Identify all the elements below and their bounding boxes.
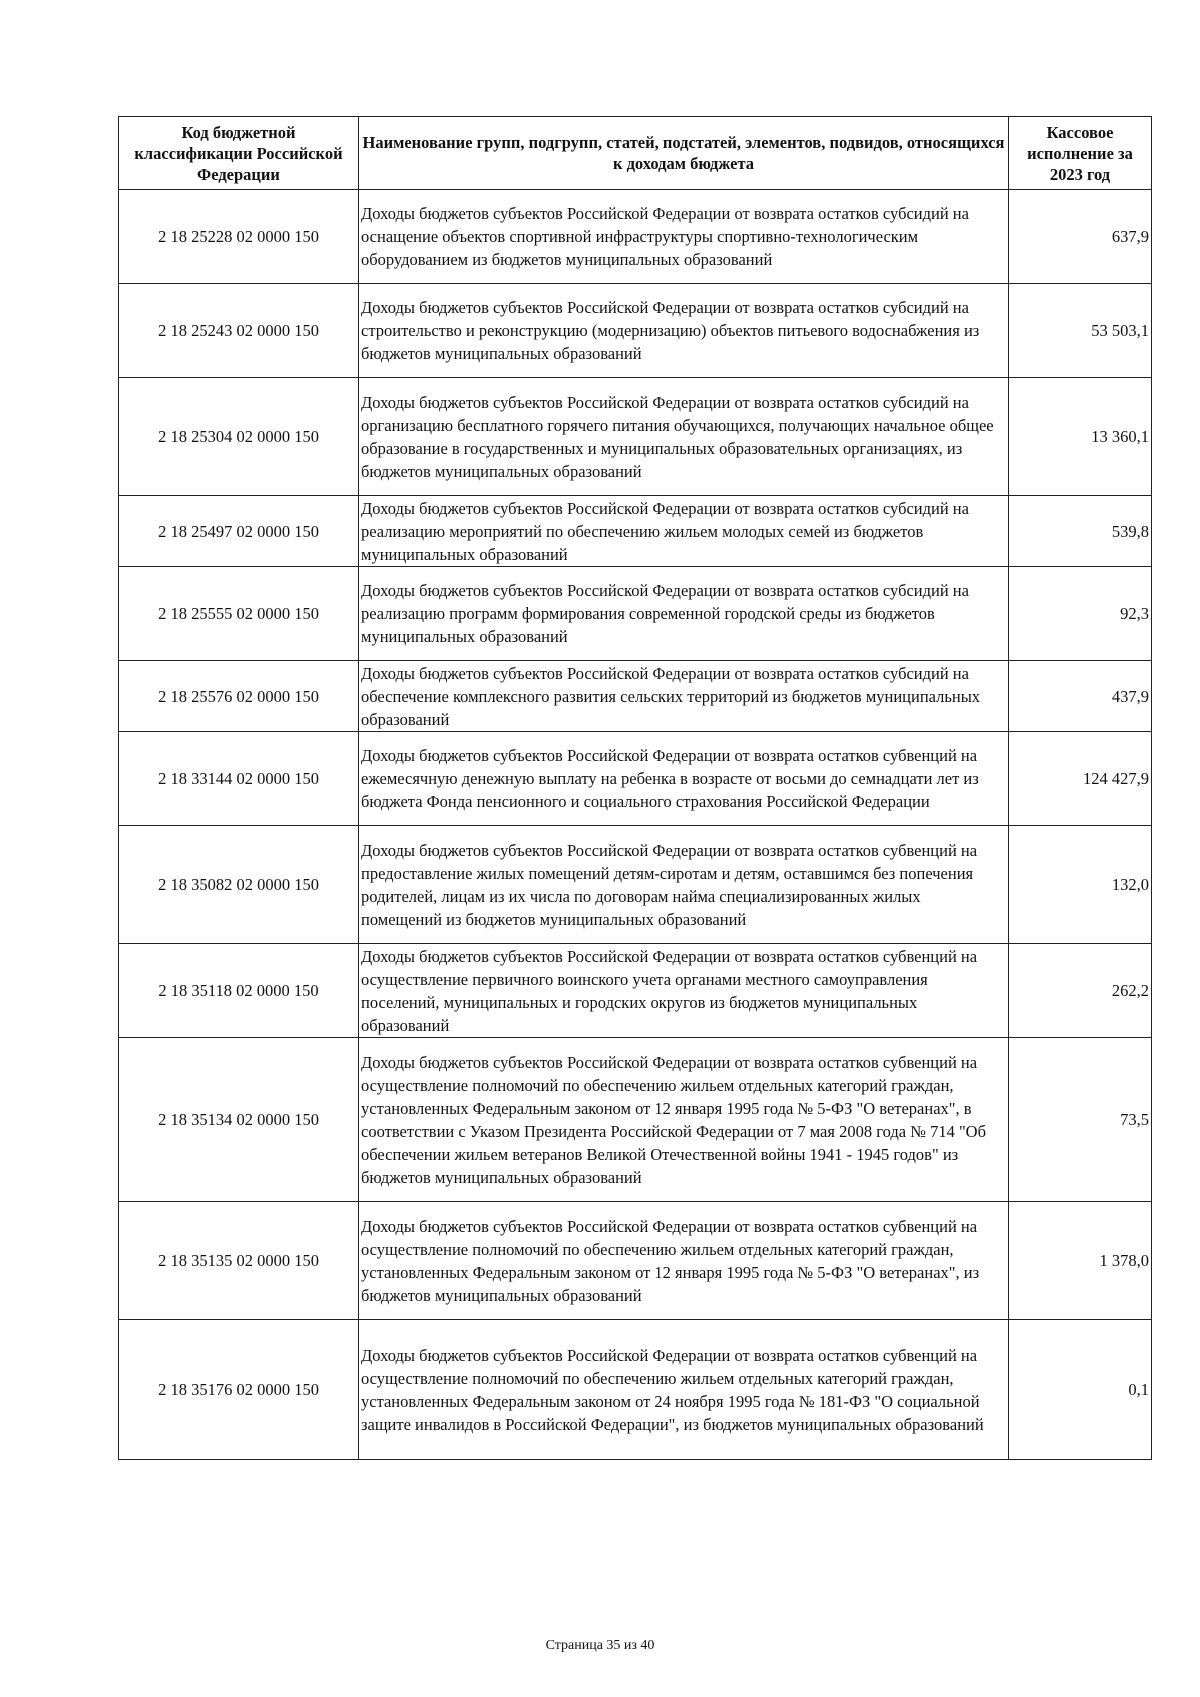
row-code: 2 18 25243 02 0000 150 (119, 284, 359, 378)
header-name: Наименование групп, подгрупп, статей, подстатей, элементов, подвидов, относящихся к доходам бюджета (359, 117, 1009, 190)
row-name: Доходы бюджетов субъектов Российской Федерации от возврата остатков субсидий на обеспечение комплексного развития сельских территорий из бюджетов муниципальных образований (359, 661, 1009, 732)
table-row (119, 1038, 1152, 1202)
row-code: 2 18 25497 02 0000 150 (119, 496, 359, 567)
row-name: Доходы бюджетов субъектов Российской Федерации от возврата остатков субвенций на осуществление полномочий по обеспечению жильем отдельных категорий граждан, установленных Федеральным законом от 12 января 1995 года № 5-ФЗ "О ветеранах", в соответствии с Указом Президента Российской Федерации от 7 мая 2008 года № 714 "Об обеспечении жильем ветеранов Великой Отечественной войны 1941 - 1945 годов" из бюджетов муниципальных образований (359, 1038, 1009, 1202)
table-row (119, 826, 1152, 944)
row-amount: 132,0 (1009, 826, 1152, 944)
row-code: 2 18 25576 02 0000 150 (119, 661, 359, 732)
row-name: Доходы бюджетов субъектов Российской Федерации от возврата остатков субвенций на осуществление полномочий по обеспечению жильем отдельных категорий граждан, установленных Федеральным законом от 24 ноября 1995 года № 181-ФЗ "О социальной защите инвалидов в Российской Федерации", из бюджетов муниципальных образований (359, 1320, 1009, 1460)
page-number: Страница 35 из 40 (545, 1638, 655, 1653)
row-amount: 637,9 (1009, 190, 1152, 284)
table-row (119, 661, 1152, 732)
row-amount: 92,3 (1009, 567, 1152, 661)
row-code: 2 18 25555 02 0000 150 (119, 567, 359, 661)
table-row (119, 378, 1152, 496)
row-name: Доходы бюджетов субъектов Российской Федерации от возврата остатков субвенций на осуществление первичного воинского учета органами местного самоуправления поселений, муниципальных и городских округов из бюджетов муниципальных образований (359, 944, 1009, 1038)
row-code: 2 18 35135 02 0000 150 (119, 1202, 359, 1320)
table-row (119, 567, 1152, 661)
row-name: Доходы бюджетов субъектов Российской Федерации от возврата остатков субвенций на предоставление жилых помещений детям-сиротам и детям, оставшимся без попечения родителей, лицам из их числа по договорам найма специализированных жилых помещений из бюджетов муниципальных образований (359, 826, 1009, 944)
row-amount: 0,1 (1009, 1320, 1152, 1460)
row-name: Доходы бюджетов субъектов Российской Федерации от возврата остатков субсидий на реализацию мероприятий по обеспечению жильем молодых семей из бюджетов муниципальных образований (359, 496, 1009, 567)
table-row (119, 732, 1152, 826)
table-row (119, 1202, 1152, 1320)
row-amount: 13 360,1 (1009, 378, 1152, 496)
header-code: Код бюджетной классификации Российской Федерации (119, 117, 359, 190)
table-row (119, 496, 1152, 567)
row-amount: 53 503,1 (1009, 284, 1152, 378)
table-row (119, 944, 1152, 1038)
row-code: 2 18 35134 02 0000 150 (119, 1038, 359, 1202)
table-header-row (119, 117, 1152, 190)
row-code: 2 18 25228 02 0000 150 (119, 190, 359, 284)
row-code: 2 18 35176 02 0000 150 (119, 1320, 359, 1460)
row-amount: 437,9 (1009, 661, 1152, 732)
row-name: Доходы бюджетов субъектов Российской Федерации от возврата остатков субсидий на оснащение объектов спортивной инфраструктуры спортивно-технологическим оборудованием из бюджетов муниципальных образований (359, 190, 1009, 284)
row-name: Доходы бюджетов субъектов Российской Федерации от возврата остатков субвенций на ежемесячную денежную выплату на ребенка в возрасте от восьми до семнадцати лет из бюджета Фонда пенсионного и социального страхования Российской Федерации (359, 732, 1009, 826)
header-amount: Кассовое исполнение за 2023 год (1009, 117, 1152, 190)
table-row (119, 284, 1152, 378)
row-name: Доходы бюджетов субъектов Российской Федерации от возврата остатков субсидий на строительство и реконструкцию (модернизацию) объектов питьевого водоснабжения из бюджетов муниципальных образований (359, 284, 1009, 378)
table-row (119, 1320, 1152, 1460)
row-amount: 73,5 (1009, 1038, 1152, 1202)
row-code: 2 18 25304 02 0000 150 (119, 378, 359, 496)
row-name: Доходы бюджетов субъектов Российской Федерации от возврата остатков субсидий на реализацию программ формирования современной городской среды из бюджетов муниципальных образований (359, 567, 1009, 661)
row-amount: 1 378,0 (1009, 1202, 1152, 1320)
row-name: Доходы бюджетов субъектов Российской Федерации от возврата остатков субвенций на осуществление полномочий по обеспечению жильем отдельных категорий граждан, установленных Федеральным законом от 12 января 1995 года № 5-ФЗ "О ветеранах", из бюджетов муниципальных образований (359, 1202, 1009, 1320)
row-code: 2 18 33144 02 0000 150 (119, 732, 359, 826)
row-amount: 262,2 (1009, 944, 1152, 1038)
row-amount: 539,8 (1009, 496, 1152, 567)
row-code: 2 18 35082 02 0000 150 (119, 826, 359, 944)
row-code: 2 18 35118 02 0000 150 (119, 944, 359, 1038)
row-name: Доходы бюджетов субъектов Российской Федерации от возврата остатков субсидий на организацию бесплатного горячего питания обучающихся, получающих начальное общее образование в государственных и муниципальных образовательных организациях, из бюджетов муниципальных образований (359, 378, 1009, 496)
table-row (119, 190, 1152, 284)
budget-income-table (118, 116, 1152, 1460)
row-amount: 124 427,9 (1009, 732, 1152, 826)
